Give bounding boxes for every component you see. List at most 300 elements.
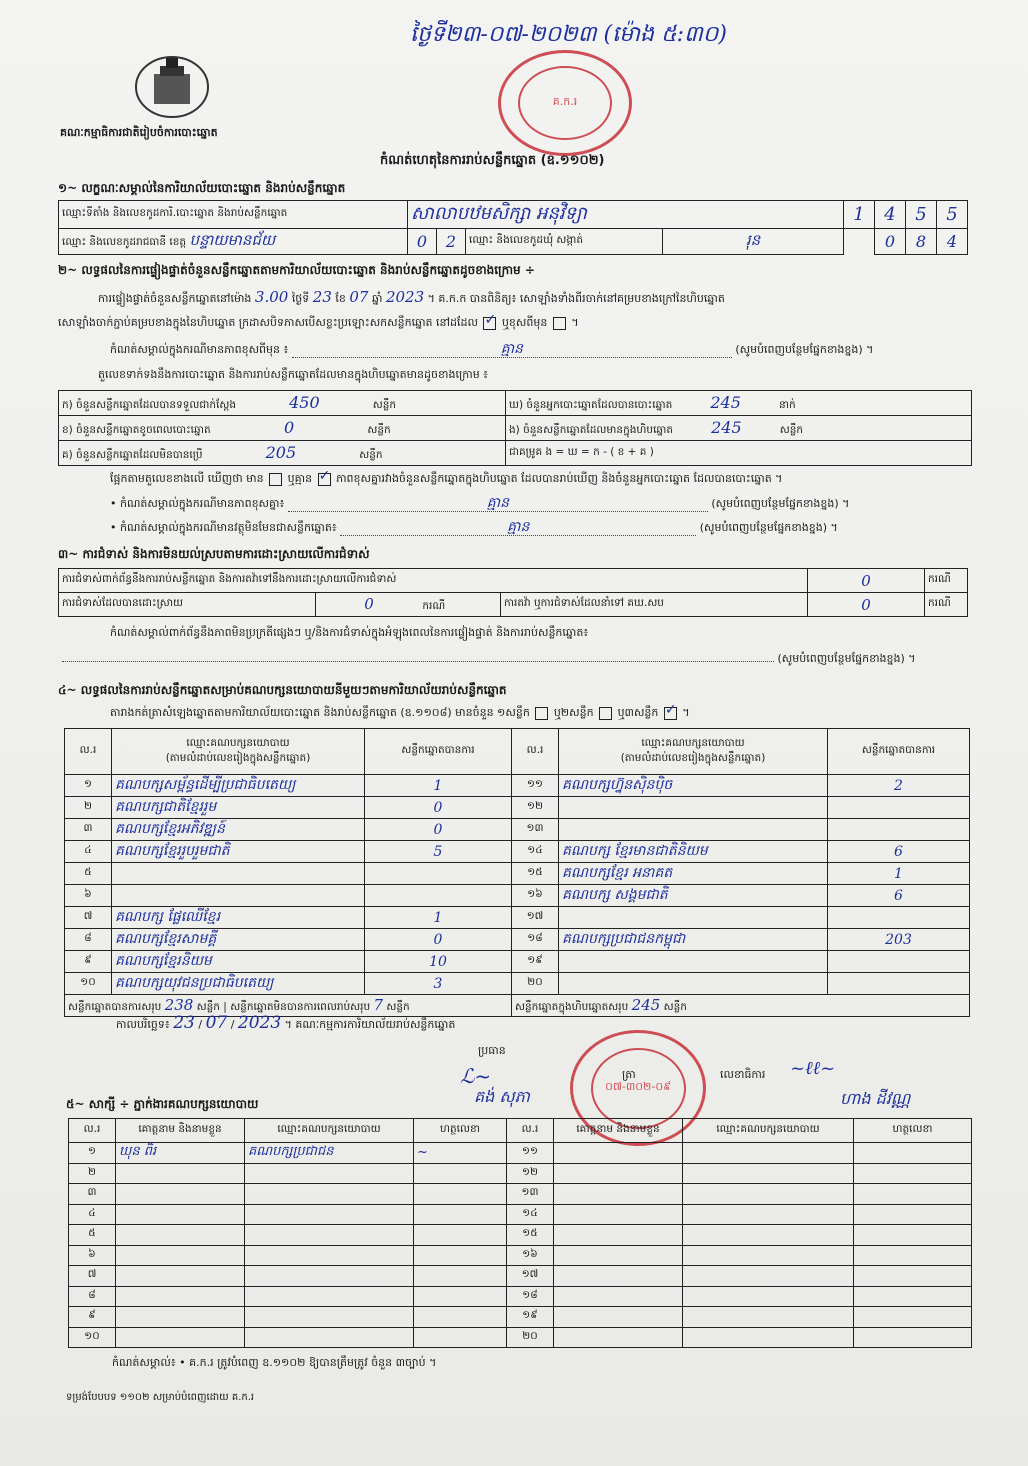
secretary-signature: ~ℓℓ~ <box>790 1058 836 1079</box>
witness-party-right <box>683 1204 854 1225</box>
seal-line: សោឡាំងចាក់ភ្ជាប់គម្របខាងក្នុងនៃហិបឆ្នោត ក្រដាសបិទភាសបើសខ្លះប្រឡោះសកសន្លឹកឆ្នោត នៅដដែល ✓ ឬខុសពីមុន ។ <box>58 316 579 330</box>
figure-kh-value: 0 <box>283 417 295 437</box>
results-no-right: ១៧ <box>512 907 559 929</box>
results-votes: 0 <box>365 797 512 819</box>
witness-name-right <box>554 1143 683 1164</box>
results-party-header-text: ឈ្មោះគណបក្សនយោបាយ <box>186 736 290 749</box>
results-row <box>65 929 970 951</box>
commune-code-3: 4 <box>937 229 968 255</box>
witness-sign <box>414 1204 507 1225</box>
province-code-1: 0 <box>408 229 437 255</box>
witness-no: ៣ <box>69 1184 116 1205</box>
witness-no: ៩ <box>69 1307 116 1328</box>
witness-sign <box>414 1327 507 1348</box>
difference-line <box>110 472 980 486</box>
results-party-header-sub: (តាមលំដាប់លេខរៀងក្នុងសន្លឹកឆ្នោត) <box>165 751 311 764</box>
witness-no-header: ល.រ <box>69 1119 116 1143</box>
results-no: ៤ <box>65 841 112 863</box>
witness-sign-right <box>854 1286 972 1307</box>
results-party-header-right-text: ឈ្មោះគណបក្សនយោបាយ <box>641 736 745 749</box>
two-sheets-label: ឬ២សន្លឹក <box>553 706 594 719</box>
witness-sign-right <box>854 1307 972 1328</box>
results-party-right <box>559 797 828 819</box>
difference-text: ផ្អែកតាមតួលេខខាងលើ ឃើញថា មាន <box>110 472 264 485</box>
figure-ng-value: 245 <box>710 392 741 412</box>
witness-name <box>116 1225 245 1246</box>
location-code-4: 5 <box>937 201 968 229</box>
witness-party <box>245 1163 414 1184</box>
witness-party-header: ឈ្មោះគណបក្សនយោបាយ <box>245 1119 414 1143</box>
emblem-logo <box>132 52 212 122</box>
witness-name-right <box>554 1286 683 1307</box>
results-no: ១ <box>65 775 112 797</box>
results-votes: 10 <box>365 951 512 973</box>
verification-time: 3.00 <box>254 288 289 306</box>
results-row <box>65 885 970 907</box>
no-difference-checkbox[interactable] <box>318 473 331 486</box>
formula: ជាគម្រូគ ង = ឃ = ក - ( ខ + គ ) <box>506 441 972 466</box>
witness-party <box>245 1184 414 1205</box>
province-label-text: ឈ្មោះ និងលេខកូដរាជធានី ខេត្ត <box>62 235 187 248</box>
witness-sign-right <box>854 1327 972 1348</box>
verification-year: 2023 <box>385 288 425 306</box>
witness-name-header-right: គោត្តនាម និងនាមខ្លួន <box>554 1119 683 1143</box>
witness-party: គណបក្សប្រជាជន <box>245 1143 414 1164</box>
results-party: គណបក្សខ្មែររួបរួមជាតិ <box>112 841 365 863</box>
results-row <box>65 973 970 995</box>
witness-no-right: ១១ <box>507 1143 554 1164</box>
objection-r1-unit: ករណី <box>925 569 968 593</box>
objection-r1-value: 0 <box>808 569 925 593</box>
note1-hint: (សូមបំពេញបន្ថែមផ្នែកខាងខ្នង) ។ <box>735 343 874 356</box>
witness-name-right <box>554 1327 683 1348</box>
witness-party-right <box>683 1266 854 1287</box>
note1-value: គ្មាន <box>500 341 523 357</box>
objection-r1-label: ការជំទាស់ពាក់ព័ន្ធនឹងការរាប់សន្លឹកឆ្នោត និងការតវ៉ាទៅនឹងការដោះស្រាយលើការជំទាស់ <box>59 569 808 593</box>
total-box-unit: សន្លឹក <box>663 1000 687 1013</box>
witness-sign-right <box>854 1163 972 1184</box>
figure-k-unit: សន្លឹក <box>372 398 397 411</box>
witness-party <box>245 1327 414 1348</box>
date-day: 23 <box>173 1013 195 1033</box>
witness-party <box>245 1307 414 1328</box>
results-votes <box>365 863 512 885</box>
figure-k-label: ក) ចំនួនសន្លឹកឆ្នោតដែលបានទទួលជាក់ស្តែង <box>62 398 237 411</box>
official-stamp-top <box>498 50 632 156</box>
committee-name: គណៈកម្មាធិការជាតិរៀបចំការបោះឆ្នោត <box>60 126 218 139</box>
witness-party-right <box>683 1184 854 1205</box>
witness-no: ១០ <box>69 1327 116 1348</box>
objection-r2-value: 0 <box>364 594 374 613</box>
witness-no-right: ២០ <box>507 1327 554 1348</box>
objection-r2b-value: 0 <box>808 593 925 617</box>
results-party-right <box>559 973 828 995</box>
witness-name <box>116 1204 245 1225</box>
witness-name <box>116 1286 245 1307</box>
witness-sign-right <box>854 1143 972 1164</box>
witness-no-right: ១៧ <box>507 1266 554 1287</box>
objection-r2b-unit: ករណី <box>925 593 968 617</box>
seal-text: សោឡាំងចាក់ភ្ជាប់គម្របខាងក្នុងនៃហិបឆ្នោត ក្រដាសបិទភាសបើសខ្លះប្រឡោះសកសន្លឹកឆ្នោត នៅដដែល <box>58 316 478 329</box>
witness-party <box>245 1286 414 1307</box>
results-party: គណបក្សខ្មែរនិយម <box>112 951 365 973</box>
results-no-right: ១៨ <box>512 929 559 951</box>
irregularity-note-field[interactable] <box>62 661 774 662</box>
witness-row <box>69 1327 972 1348</box>
witness-no: ៨ <box>69 1286 116 1307</box>
witness-party <box>245 1204 414 1225</box>
date-year: 2023 <box>237 1013 282 1033</box>
results-votes: 0 <box>365 819 512 841</box>
figures-table <box>58 390 972 466</box>
witness-name-right <box>554 1204 683 1225</box>
results-votes-right: 6 <box>828 841 970 863</box>
witness-row <box>69 1245 972 1266</box>
handwritten-date-note: ថ្ងៃទី២៣-០៧-២០២៣ (ម៉ោង ៥:៣០) <box>410 22 727 47</box>
witness-sign <box>414 1245 507 1266</box>
witness-sign-header-right: ហត្ថលេខា <box>854 1119 972 1143</box>
witness-party-right <box>683 1307 854 1328</box>
member-label: ត្រា <box>622 1068 636 1081</box>
section4-title: ៤~ លទ្ធផលនៃការរាប់សន្លឹកឆ្នោតសម្រាប់គណបក្សនយោបាយនីមួយៗតាមការិយាល័យរាប់សន្លឹកឆ្នោត <box>58 683 507 697</box>
note1-line <box>110 342 972 358</box>
results-party: គណបក្សជាតិខ្មែររួម <box>112 797 365 819</box>
witness-sign-right <box>854 1204 972 1225</box>
difference-text-b: ភាពខុសគ្នារវាងចំនួនសន្លឹកឆ្នោតក្នុងហិបឆ្នោត ដែលបានរាប់ឃើញ និងចំនួនអ្នកបោះឆ្នោត ដែលបានបោះឆ្នោត ។ <box>336 472 783 485</box>
witness-sign <box>414 1266 507 1287</box>
results-party-right: គណបក្សហ្វ៊ុនស៊ិនប៉ិច <box>559 775 828 797</box>
witness-name <box>116 1327 245 1348</box>
objection-r2-cell <box>316 593 501 617</box>
province-label <box>59 229 408 255</box>
witness-party <box>245 1266 414 1287</box>
results-no-right: ១១ <box>512 775 559 797</box>
witness-party-right <box>683 1327 854 1348</box>
total-invalid-label: សន្លឹកឆ្នោតមិនបានការពេលរាប់សរុប <box>230 1000 371 1013</box>
witness-party-right <box>683 1225 854 1246</box>
results-party: គណបក្សខ្មែរអភិវឌ្ឍន៍ <box>112 819 365 841</box>
results-votes: 0 <box>365 929 512 951</box>
results-no: ២ <box>65 797 112 819</box>
date-line: កាលបរិច្ឆេទ៖ 23 / 07 / 2023 ។ គណៈកម្មការការិយាល័យរាប់សន្លឹកឆ្នោត <box>116 1013 456 1033</box>
figure-ngo-value: 245 <box>711 417 742 437</box>
results-row <box>65 775 970 797</box>
witness-row <box>69 1307 972 1328</box>
tally-sheet-line: តារាងកត់ត្រាសំឡេងឆ្នោតតាមការិយាល័យបោះឆ្នោត និងរាប់សន្លឹកឆ្នោត (ឧ.១១០៨) មានចំនួន ១សន្លឹក ឬ២សន្លឹក ឬ៣សន្លឹក ✓ ។ <box>110 706 690 720</box>
results-no: ៦ <box>65 885 112 907</box>
witness-name-right <box>554 1184 683 1205</box>
total-invalid-unit: សន្លឹក <box>386 1000 410 1013</box>
results-party: គណបក្សខ្មែរសាមគ្គី <box>112 929 365 951</box>
witness-sign-right <box>854 1245 972 1266</box>
witness-row <box>69 1204 972 1225</box>
results-no: ៥ <box>65 863 112 885</box>
results-party-right: គណបក្សប្រជាជនកម្ពុជា <box>559 929 828 951</box>
note3-value: គ្មាន <box>507 519 530 535</box>
total-box-value: 245 <box>631 995 661 1014</box>
results-party-header-right-sub: (តាមលំដាប់លេខរៀងក្នុងសន្លឹកឆ្នោត) <box>620 751 766 764</box>
figure-kh <box>59 416 506 441</box>
results-row <box>65 841 970 863</box>
results-votes-right <box>828 907 970 929</box>
results-party-right: គណបក្ស ខ្មែរមានជាតិនិយម <box>559 841 828 863</box>
two-sheets-checkbox[interactable] <box>599 707 612 720</box>
section1-title: ១~ លក្ខណៈសម្គាល់នៃការិយាល័យបោះឆ្នោត និងរាប់សន្លឹកឆ្នោត <box>58 181 346 195</box>
location-code-3: 5 <box>906 201 937 229</box>
witness-name-header: គោត្តនាម និងនាមខ្លួន <box>116 1119 245 1143</box>
results-no-right: ១៣ <box>512 819 559 841</box>
results-no-header: ល.រ <box>65 729 112 775</box>
note2-field[interactable] <box>288 496 708 512</box>
province-value: បន្ទាយមានជ័យ <box>189 230 276 249</box>
note3-line <box>110 520 980 536</box>
witness-no-right: ១២ <box>507 1163 554 1184</box>
results-no-right: ២០ <box>512 973 559 995</box>
location-value: សាលាបឋមសិក្សា អនុវិទ្យា <box>408 201 844 229</box>
results-votes-header: សន្លឹកឆ្នោតបានការ <box>365 729 512 775</box>
results-votes-right <box>828 973 970 995</box>
witness-name-right <box>554 1163 683 1184</box>
total-valid-cell: សន្លឹកឆ្នោតបានការសរុប 238 សន្លឹក | សន្លឹកឆ្នោតមិនបានការពេលរាប់សរុប 7 សន្លឹក <box>65 995 512 1017</box>
verification-text-b: ។ គ.ក.ក បានពិនិត្យ៖ សោឡាំងទាំងពីរចាក់នៅគម្របខាងក្រៅនៃហិបឆ្នោត <box>427 292 725 305</box>
day-label: ថ្ងៃទី <box>291 292 310 305</box>
results-table <box>64 728 970 1017</box>
figure-ko-value: 205 <box>265 442 297 462</box>
total-valid-value: 238 <box>164 995 194 1014</box>
note3-hint: (សូមបំពេញបន្ថែមផ្នែកខាងខ្នង) ។ <box>699 521 838 534</box>
results-votes <box>365 885 512 907</box>
total-box-label: សន្លឹកឆ្នោតក្នុងហិបឆ្នោតសរុប <box>515 1000 629 1013</box>
witness-row <box>69 1266 972 1287</box>
results-party-header <box>112 729 365 775</box>
figure-ngo <box>506 416 972 441</box>
section3-title: ៣~ ការជំទាស់ និងការមិនយល់ស្របតាមការដោះស្រាយលើការជំទាស់ <box>58 547 370 561</box>
witness-party-right <box>683 1143 854 1164</box>
three-sheets-checkbox[interactable] <box>664 707 677 720</box>
figure-ngo-unit: សន្លឹក <box>779 423 804 436</box>
results-party: គណបក្សយុវជនប្រជាធិបតេយ្យ <box>112 973 365 995</box>
witness-party-right <box>683 1163 854 1184</box>
witness-no-right: ១៥ <box>507 1225 554 1246</box>
witness-sign <box>414 1225 507 1246</box>
date-suffix: ។ គណៈកម្មការការិយាល័យរាប់សន្លឹកឆ្នោត <box>284 1018 456 1031</box>
stamp-number: ០៧-៣០២-០៩ <box>605 1080 671 1093</box>
witness-no-header-right: ល.រ <box>507 1119 554 1143</box>
irregularity-note-line <box>62 652 972 666</box>
results-body <box>65 775 970 995</box>
total-valid-label: សន្លឹកឆ្នោតបានការសរុប <box>68 1000 162 1013</box>
section2-title: ២~ លទ្ធផលនៃការផ្ទៀងផ្ទាត់ចំនួនសន្លឹកឆ្នោតតាមការិយាល័យបោះឆ្នោត និងរាប់សន្លឹកឆ្នោតដូចខាងក្រោម ÷ <box>58 263 535 277</box>
secretary-label: លេខាធិការ <box>720 1068 766 1081</box>
figure-k <box>59 391 506 416</box>
results-no-right: ១៤ <box>512 841 559 863</box>
note1-field[interactable] <box>292 342 732 358</box>
date-label: កាលបរិច្ឆេទ៖ <box>116 1018 170 1031</box>
witness-sign <box>414 1163 507 1184</box>
witness-party-header-right: ឈ្មោះគណបក្សនយោបាយ <box>683 1119 854 1143</box>
results-row <box>65 797 970 819</box>
witness-row <box>69 1143 972 1164</box>
results-party <box>112 863 365 885</box>
or-different-label: ឬខុសពីមុន <box>501 316 548 329</box>
results-votes-right: 203 <box>828 929 970 951</box>
witness-party <box>245 1245 414 1266</box>
figure-ng <box>506 391 972 416</box>
results-votes-right <box>828 951 970 973</box>
witness-sign <box>414 1286 507 1307</box>
witness-name: ឃុន ពិរ <box>116 1143 245 1164</box>
results-no-right: ១២ <box>512 797 559 819</box>
witness-sign: ~ <box>414 1143 507 1164</box>
results-party-right <box>559 907 828 929</box>
commune-label: ឈ្មោះ និងលេខកូដឃុំ សង្កាត់ <box>466 229 663 255</box>
figure-ng-unit: នាក់ <box>778 398 796 411</box>
witness-row <box>69 1286 972 1307</box>
witness-name-right <box>554 1225 683 1246</box>
three-sheets-label: ឬ៣សន្លឹក <box>617 706 659 719</box>
section1-table <box>58 200 968 255</box>
witness-sign-right <box>854 1266 972 1287</box>
results-votes: 1 <box>365 775 512 797</box>
witness-sign <box>414 1307 507 1328</box>
witness-sign-right <box>854 1225 972 1246</box>
results-votes-right: 2 <box>828 775 970 797</box>
witness-row <box>69 1163 972 1184</box>
different-checkbox[interactable] <box>553 317 566 330</box>
secretary-name: ហាង ដីវណ្ណ <box>840 1089 911 1108</box>
results-no-right: ១៦ <box>512 885 559 907</box>
none-label: ឬគ្មាន <box>287 472 313 485</box>
location-label: ឈ្មោះទីតាំង និងលេខកូដការិ.បោះឆ្នោត និងរាប់សន្លឹកឆ្នោត <box>59 201 408 229</box>
section5-title: ៥~ សាក្សី ÷ ភ្នាក់ងារគណបក្សនយោបាយ <box>66 1097 259 1111</box>
objection-r2b-label: ការតវ៉ា ឬការជំទាស់ដែលនាំទៅ គឃ.សប <box>501 593 808 617</box>
witness-name <box>116 1266 245 1287</box>
total-box-cell <box>512 995 970 1017</box>
figure-ko-label: គ) ចំនួនសន្លឹកឆ្នោតដែលមិនបានប្រើ <box>62 448 203 461</box>
note3-field[interactable] <box>340 520 696 536</box>
results-votes: 5 <box>365 841 512 863</box>
stamp-text: គ.ក.រ <box>552 95 578 108</box>
objections-table <box>58 568 968 617</box>
month-label: ខែ <box>335 292 346 305</box>
witness-no: ៧ <box>69 1266 116 1287</box>
witness-name <box>116 1184 245 1205</box>
note2-line <box>110 496 980 512</box>
location-code-1: 1 <box>844 201 875 229</box>
note2-hint: (សូមបំពេញបន្ថែមផ្នែកខាងខ្នង) ។ <box>711 497 850 510</box>
results-row <box>65 863 970 885</box>
form-footer: ទម្រង់បែបបទ ១១០២ សម្រាប់បំពេញដោយ គ.ក.រ <box>66 1392 255 1403</box>
chair-signature: ℒ~ <box>460 1064 492 1088</box>
results-row <box>65 907 970 929</box>
results-votes-right <box>828 797 970 819</box>
results-party-right <box>559 819 828 841</box>
witness-no: ៦ <box>69 1245 116 1266</box>
date-month: 07 <box>205 1013 228 1033</box>
witness-party-right <box>683 1245 854 1266</box>
irregularity-note-label: កំណត់សម្គាល់ពាក់ព័ន្ធនឹងភាពមិនប្រក្រតីផ្សេងៗ ឬ/និងការជំទាស់ក្នុងអំឡុងពេលនៃការផ្ទៀងផ្ទាត់ និងការរាប់សន្លឹកឆ្នោត៖ <box>110 626 589 639</box>
witness-no-right: ១៨ <box>507 1286 554 1307</box>
irregularity-note-hint: (សូមបំពេញបន្ថែមផ្នែកខាងខ្នង) ។ <box>777 652 916 665</box>
total-valid-unit: សន្លឹក <box>196 1000 220 1013</box>
figure-ko-unit: សន្លឹក <box>359 448 383 461</box>
verification-line <box>98 290 978 306</box>
chair-name: គង់ សុភា <box>474 1087 530 1106</box>
figure-ngo-label: ង) ចំនួនសន្លឹកឆ្នោតដែលមានក្នុងហិបឆ្នោត <box>509 423 674 436</box>
witness-party-right <box>683 1286 854 1307</box>
commune-code-1: 0 <box>875 229 906 255</box>
results-no: ៩ <box>65 951 112 973</box>
results-party: គណបក្ស ផ្លែឈើខ្មែរ <box>112 907 365 929</box>
witness-no-right: ១៣ <box>507 1184 554 1205</box>
results-no-right: ១៩ <box>512 951 559 973</box>
results-no: ៧ <box>65 907 112 929</box>
results-party: គណបក្សសម្ព័ន្ធដើម្បីប្រជាធិបតេយ្យ <box>112 775 365 797</box>
witness-table <box>68 1118 972 1348</box>
figure-kh-unit: សន្លឹក <box>367 423 391 436</box>
witness-name-right <box>554 1307 683 1328</box>
year-label: ឆ្នាំ <box>371 292 383 305</box>
results-votes: 1 <box>365 907 512 929</box>
chair-label: ប្រធាន <box>478 1044 506 1057</box>
form-title: កំណត់ហេតុនៃការរាប់សន្លឹកឆ្នោត (ឧ.១១០២) <box>380 153 605 168</box>
verification-text: ការផ្ទៀងផ្ទាត់ចំនួនសន្លឹកឆ្នោតនៅម៉ោង <box>98 292 252 305</box>
results-row <box>65 819 970 841</box>
tally-intro: តារាងកត់ត្រាសំឡេងឆ្នោតតាមការិយាល័យបោះឆ្នោត និងរាប់សន្លឹកឆ្នោត (ឧ.១១០៨) មានចំនួន ១សន្លឹក <box>110 706 530 719</box>
results-party-right: គណបក្សខ្មែរ អនាគត <box>559 863 828 885</box>
same-checkbox[interactable] <box>483 317 496 330</box>
note2-value: គ្មាន <box>486 495 509 511</box>
witness-name-right <box>554 1245 683 1266</box>
witness-row <box>69 1184 972 1205</box>
has-difference-checkbox[interactable] <box>269 473 282 486</box>
witness-no: ៥ <box>69 1225 116 1246</box>
witness-no: ១ <box>69 1143 116 1164</box>
witness-name-right <box>554 1266 683 1287</box>
figure-ko <box>59 441 506 466</box>
witness-name <box>116 1307 245 1328</box>
results-no: ៨ <box>65 929 112 951</box>
witness-no-right: ១៩ <box>507 1307 554 1328</box>
figure-ng-label: ឃ) ចំនួនអ្នកបោះឆ្នោតដែលបានបោះឆ្នោត <box>509 398 673 411</box>
figure-k-value: 450 <box>289 392 320 412</box>
witness-no-right: ១៤ <box>507 1204 554 1225</box>
results-party-header-right <box>559 729 828 775</box>
objection-r2-label: ការជំទាស់ដែលបានដោះស្រាយ <box>59 593 316 617</box>
verification-day: 23 <box>312 288 332 306</box>
witness-body <box>69 1143 972 1348</box>
note2-label: • កំណត់សម្គាល់ក្នុងករណីមានភាពខុសគ្នា៖ <box>110 497 285 510</box>
note3-label: • កំណត់សម្គាល់ក្នុងករណីមានវត្ថុមិនមែនជាសន្លឹកឆ្នោត៖ <box>110 521 337 534</box>
witness-row <box>69 1225 972 1246</box>
location-code-2: 4 <box>875 201 906 229</box>
witness-party <box>245 1225 414 1246</box>
witness-name <box>116 1163 245 1184</box>
one-sheet-checkbox[interactable] <box>535 707 548 720</box>
results-no: ១០ <box>65 973 112 995</box>
province-code-2: 2 <box>437 229 466 255</box>
witness-name <box>116 1245 245 1266</box>
results-no: ៣ <box>65 819 112 841</box>
total-invalid-value: 7 <box>373 995 384 1014</box>
commune-code-2: 8 <box>906 229 937 255</box>
witness-no: ២ <box>69 1163 116 1184</box>
witness-sign-right <box>854 1184 972 1205</box>
witness-sign <box>414 1184 507 1205</box>
witness-no: ៤ <box>69 1204 116 1225</box>
results-party <box>112 885 365 907</box>
results-votes-right <box>828 819 970 841</box>
